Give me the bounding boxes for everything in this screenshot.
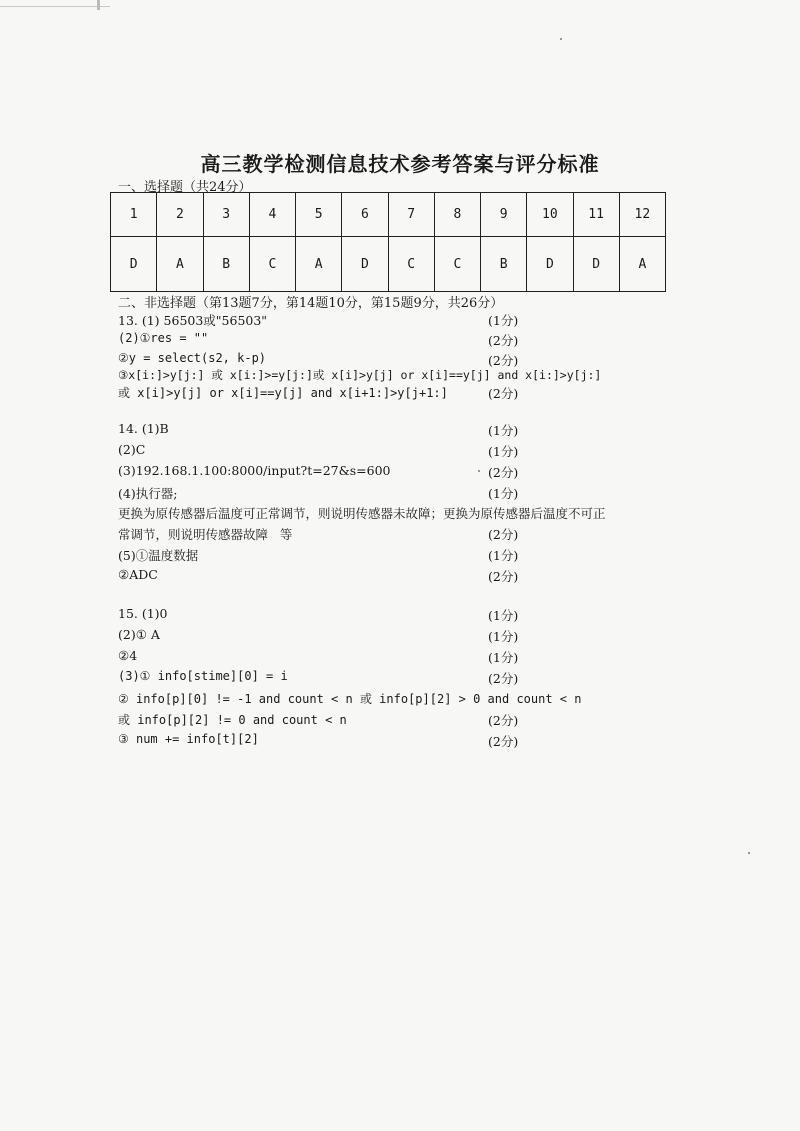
answer-cell: D xyxy=(527,237,573,292)
question-number-cell: 12 xyxy=(619,193,665,237)
answer-line: ② info[p][0] != -1 and count < n 或 info[p][2] > 0 and count < n xyxy=(118,692,582,706)
score-label: (2分) xyxy=(488,353,519,368)
score-label: (2分) xyxy=(488,527,519,542)
scan-speck xyxy=(560,38,562,40)
answer-cell: D xyxy=(573,237,619,292)
question-number-cell: 4 xyxy=(249,193,295,237)
score-label: (2分) xyxy=(488,465,519,480)
score-label: (1分) xyxy=(488,608,519,623)
score-label: (1分) xyxy=(488,423,519,438)
scan-speck xyxy=(478,470,480,472)
answer-line: 更换为原传感器后温度可正常调节，则说明传感器未故障；更换为原传感器后温度不可正 xyxy=(118,506,606,521)
question-number-cell: 7 xyxy=(388,193,434,237)
answer-line: (2)① A xyxy=(118,627,160,642)
question-number-cell: 9 xyxy=(481,193,527,237)
answer-cell: C xyxy=(249,237,295,292)
answer-cell: C xyxy=(434,237,480,292)
score-label: (1分) xyxy=(488,548,519,563)
score-label: (1分) xyxy=(488,650,519,665)
score-label: (2分) xyxy=(488,671,519,686)
score-label: (2分) xyxy=(488,713,519,728)
answer-cell: D xyxy=(342,237,388,292)
answer-line: ③x[i:]>y[j:] 或 x[i:]>=y[j:]或 x[i]>y[j] or x[i]==y[j] and x[i:]>y[j:] xyxy=(118,368,602,382)
answer-line: ②4 xyxy=(118,648,138,663)
answer-cell: B xyxy=(203,237,249,292)
score-label: (1分) xyxy=(488,313,519,328)
answer-cell: A xyxy=(157,237,203,292)
score-label: (1分) xyxy=(488,629,519,644)
question-number-cell: 10 xyxy=(527,193,573,237)
score-label: (2分) xyxy=(488,333,519,348)
answer-line: 常调节，则说明传感器故障 等 xyxy=(118,527,293,542)
answer-line: 15. (1)0 xyxy=(118,606,168,621)
question-number-cell: 8 xyxy=(434,193,480,237)
question-number-cell: 11 xyxy=(573,193,619,237)
answer-line: (3)① info[stime][0] = i xyxy=(118,669,288,683)
question-number-cell: 5 xyxy=(296,193,342,237)
scan-mark xyxy=(97,0,100,10)
answer-cell: A xyxy=(296,237,342,292)
scan-edge xyxy=(0,0,110,7)
answer-line: ③ num += info[t][2] xyxy=(118,732,259,746)
answer-line: (3)192.168.1.100:8000/input?t=27&s=600 xyxy=(118,463,391,478)
answer-line: ②ADC xyxy=(118,567,158,582)
answer-line: 或 info[p][2] != 0 and count < n xyxy=(118,713,347,727)
answer-cell: C xyxy=(388,237,434,292)
answer-line: 13. (1) 56503或"56503" xyxy=(118,313,268,328)
answer-cell: D xyxy=(111,237,157,292)
section-heading-choice: 一、选择题（共24分） xyxy=(118,180,252,195)
section-heading-nonchoice: 二、非选择题（第13题7分，第14题10分，第15题9分，共26分） xyxy=(118,296,504,311)
answer-row xyxy=(111,237,666,292)
answer-cell: A xyxy=(619,237,665,292)
answer-line: (2)C xyxy=(118,442,146,457)
answer-line: 或 x[i]>y[j] or x[i]==y[j] and x[i+1:]>y[j+1:] xyxy=(118,386,448,400)
scan-speck xyxy=(748,852,750,854)
answer-line: (2)①res = "" xyxy=(118,331,209,345)
score-label: (2分) xyxy=(488,569,519,584)
page-title: 高三教学检测信息技术参考答案与评分标准 xyxy=(200,152,600,176)
question-number-cell: 1 xyxy=(111,193,157,237)
answer-cell: B xyxy=(481,237,527,292)
score-label: (1分) xyxy=(488,444,519,459)
answer-line: 14. (1)B xyxy=(118,421,169,436)
question-number-cell: 2 xyxy=(157,193,203,237)
answer-line: (5)①温度数据 xyxy=(118,548,199,563)
question-number-row xyxy=(111,193,666,237)
question-number-cell: 3 xyxy=(203,193,249,237)
question-number-cell: 6 xyxy=(342,193,388,237)
score-label: (1分) xyxy=(488,486,519,501)
answer-line: (4)执行器; xyxy=(118,486,178,501)
choice-answer-table xyxy=(110,192,666,292)
answer-line: ②y = select(s2, k-p) xyxy=(118,351,267,365)
score-label: (2分) xyxy=(488,734,519,749)
score-label: (2分) xyxy=(488,386,519,401)
